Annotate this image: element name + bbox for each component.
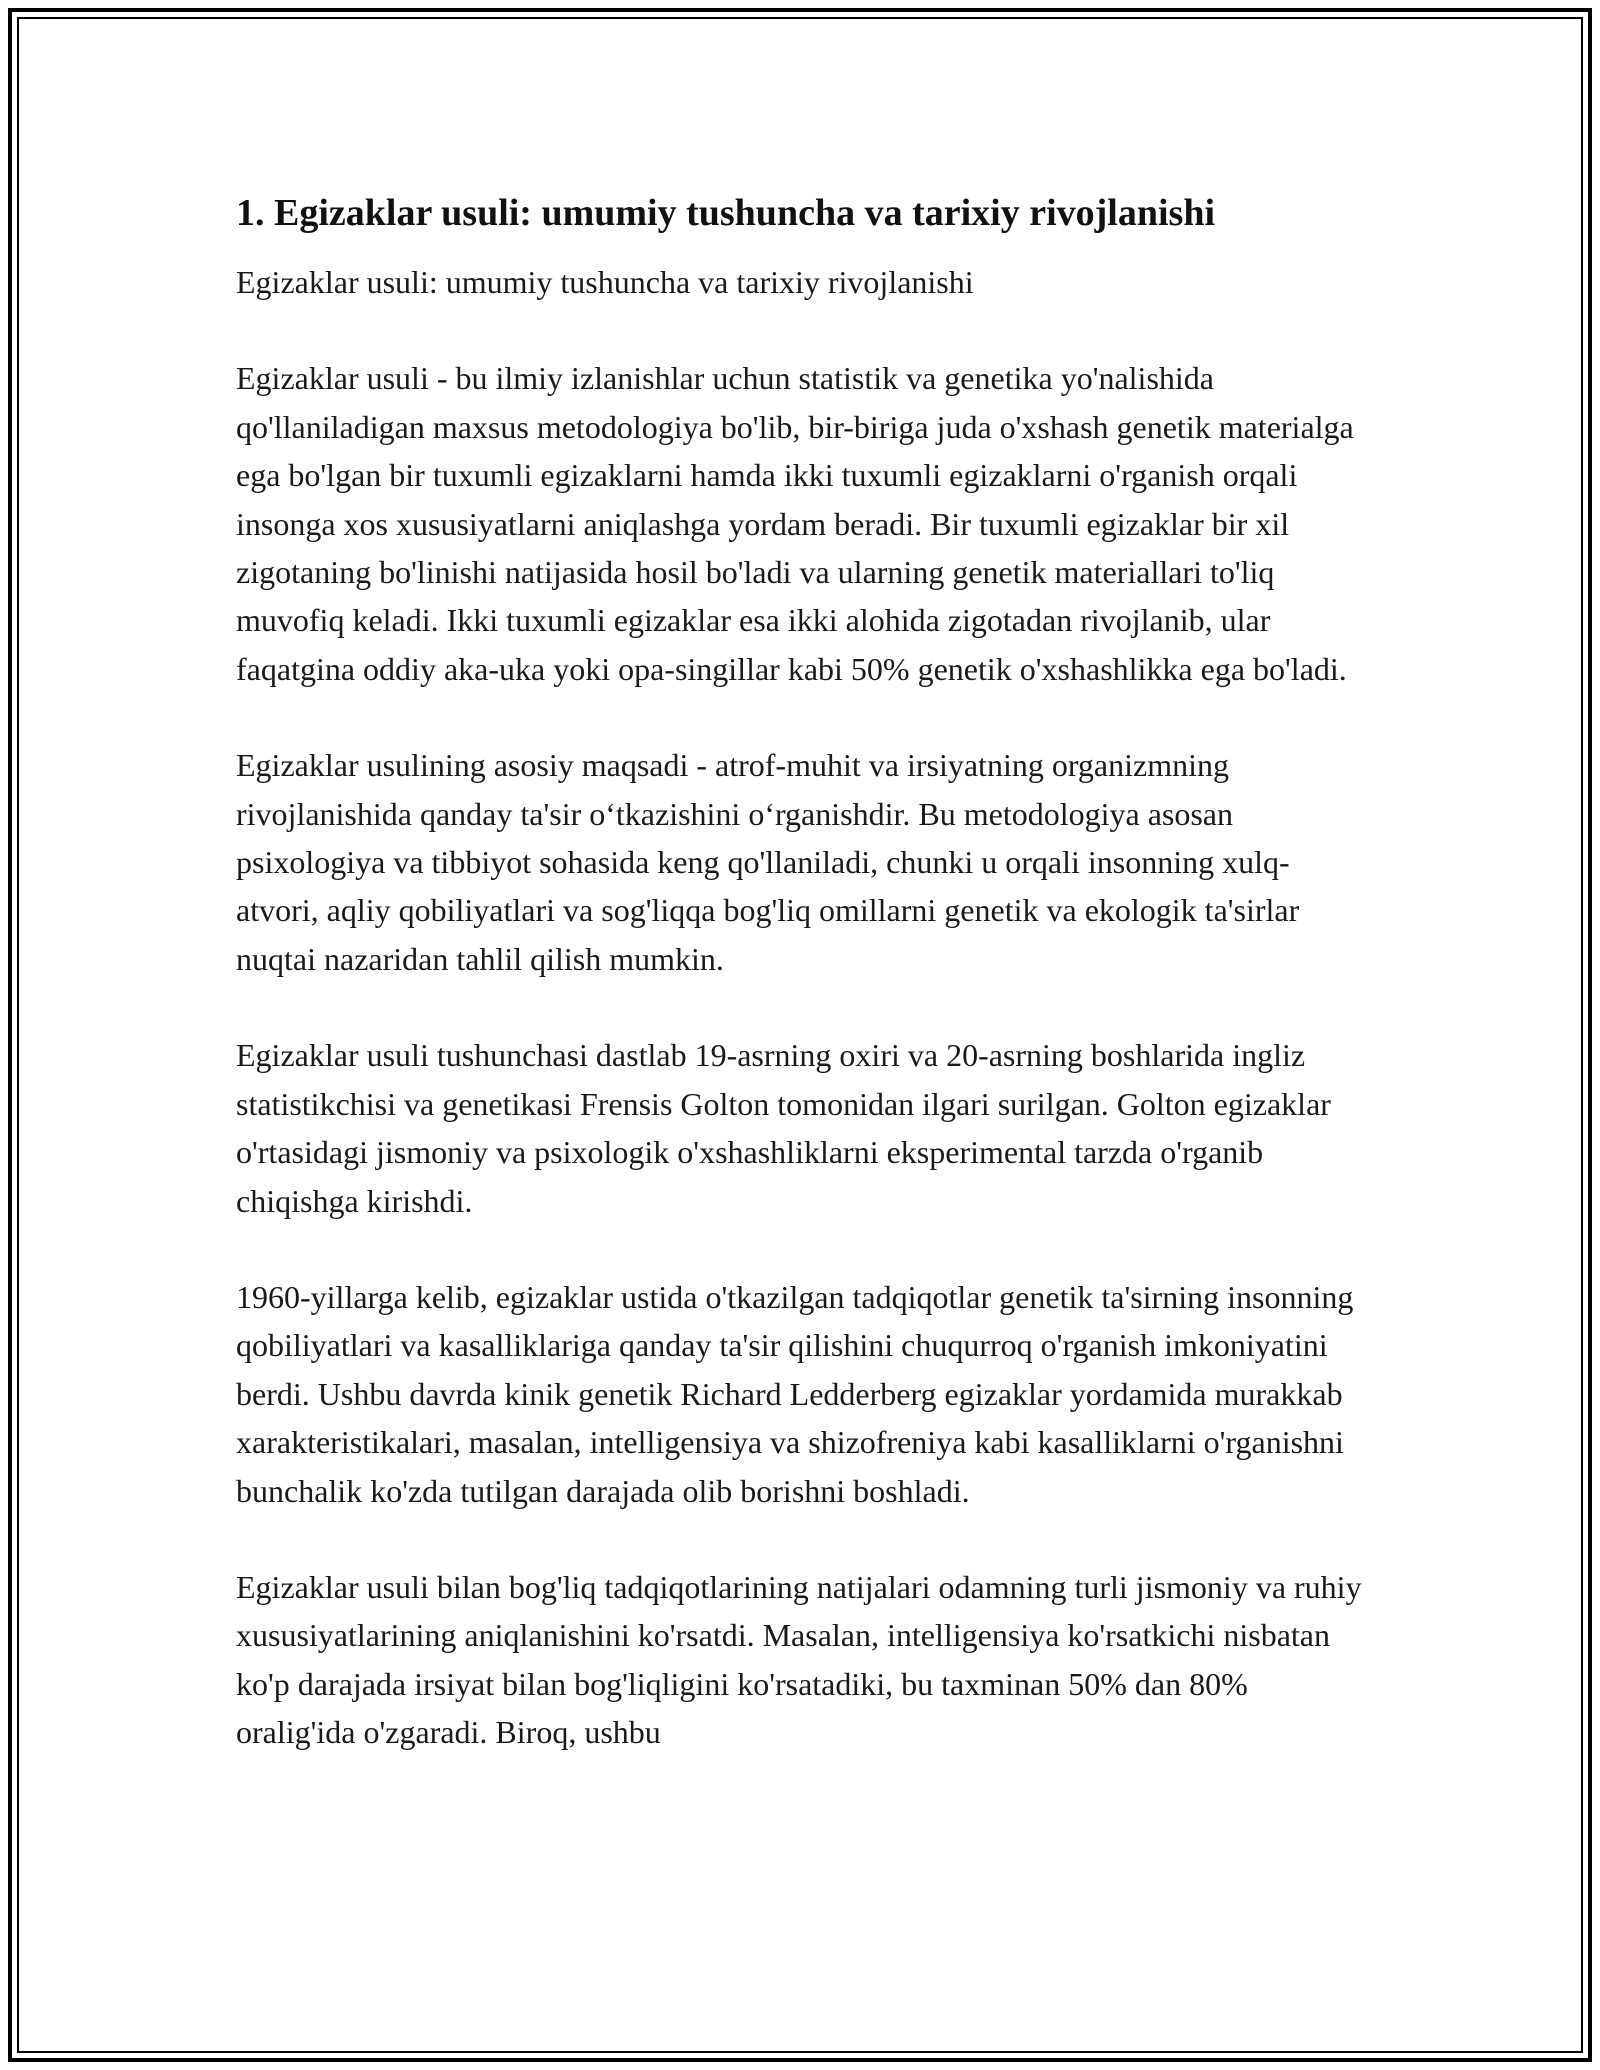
paragraph-subtitle: Egizaklar usuli: umumiy tushuncha va tarixiy rivojlanishi bbox=[236, 264, 974, 300]
paragraph-history-galton: Egizaklar usuli tushunchasi dastlab 19-asrning oxiri va 20-asrning boshlarida ingliz statistikchisi va genetikasi Frensis Golton tomonidan ilgari surilgan. Golton egizaklar o'rtasidagi jismoniy va psixologik o'xshashliklarni eksperimental tarzda o'rganib chiqishga kirishdi. bbox=[236, 1037, 1331, 1219]
paragraph-history-1960s: 1960-yillarga kelib, egizaklar ustida o'tkazilgan tadqiqotlar genetik ta'sirning insonning qobiliyatlari va kasalliklariga qanday ta'sir qilishini chuqurroq o'rganish imkoniyatini berdi. Ushbu davrda kinik genetik Richard Ledderberg egizaklar yordamida murakkab xarakteristikalari, masalan, intelligensiya va shizofreniya kabi kasalliklarni o'rganishni bunchalik ko'zda tutilgan darajada olib borishni boshladi. bbox=[236, 1278, 1354, 1509]
section-heading: 1. Egizaklar usuli: umumiy tushuncha va tarixiy rivojlanishi bbox=[236, 192, 1216, 234]
document-body bbox=[236, 188, 1366, 1805]
paragraph-results: Egizaklar usuli bilan bog'liq tadqiqotlarining natijalari odamning turli jismoniy va ruhiy xususiyatlarining aniqlanishini ko'rsatdi. Masalan, intelligensiya ko'rsatkichi nisbatan ko'p darajada irsiyat bilan bog'liqligini ko'rsatadiki, bu taxminan 50% dan 80% oralig'ida o'zgaradi. Biroq, ushbu bbox=[236, 1568, 1362, 1751]
paragraph-definition: Egizaklar usuli - bu ilmiy izlanishlar uchun statistik va genetika yo'nalishida qo'llaniladigan maxsus metodologiya bo'lib, bir-biriga juda o'xshash genetik materialga ega bo'lgan bir tuxumli egizaklarni hamda ikki tuxumli egizaklarni o'rganish orqali insonga xos xususiyatlarni aniqlashga yordam beradi. Bir tuxumli egizaklar bir xil zigotaning bo'linishi natijasida hosil bo'ladi va ularning genetik materiallari to'liq muvofiq keladi. Ikki tuxumli egizaklar esa ikki alohida zigotadan rivojlanib, ular faqatgina oddiy aka-uka yoki opa-singillar kabi 50% genetik o'xshashlikka ega bo'ladi. bbox=[236, 360, 1354, 687]
paragraph-purpose: Egizaklar usulining asosiy maqsadi - atrof-muhit va irsiyatning organizmning rivojlanishida qanday ta'sir o‘tkazishini o‘rganishdir. Bu metodologiya asosan psixologiya va tibbiyot sohasida keng qo'llaniladi, chunki u orqali insonning xulq-atvori, aqliy qobiliyatlari va sog'liqqa bog'liq omillarni genetik va ekologik ta'sirlar nuqtai nazaridan tahlil qilish mumkin. bbox=[236, 747, 1300, 977]
